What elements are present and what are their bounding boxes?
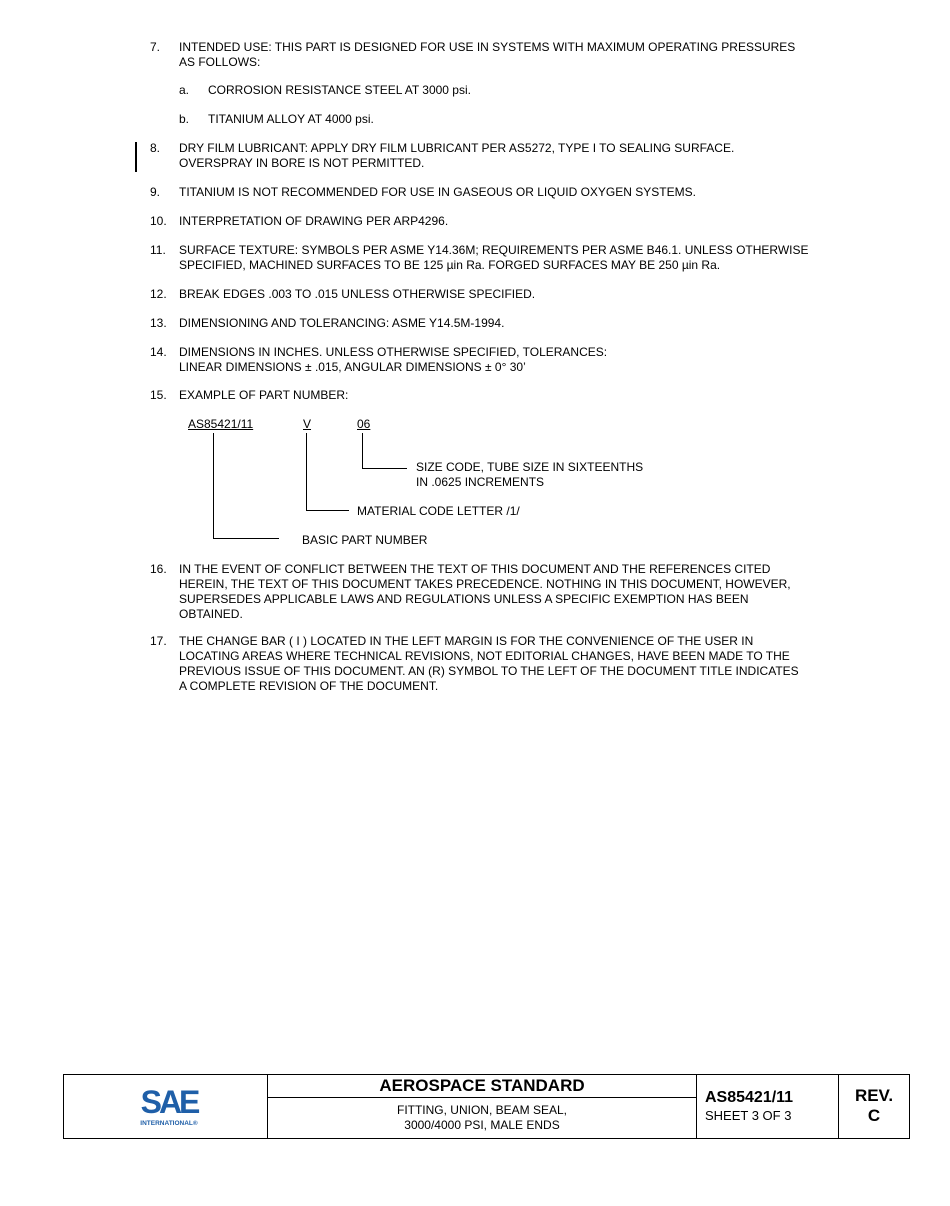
note-number: 7.: [150, 40, 161, 54]
note-line: DRY FILM LUBRICANT: APPLY DRY FILM LUBRICANT PER AS5272, TYPE I TO SEALING SURFACE.: [179, 141, 735, 155]
sheet-number: SHEET 3 OF 3: [705, 1108, 792, 1123]
note-line: TITANIUM IS NOT RECOMMENDED FOR USE IN GASEOUS OR LIQUID OXYGEN SYSTEMS.: [179, 185, 696, 199]
sae-logo-text: SAE: [140, 1085, 198, 1120]
note-line: HEREIN, THE TEXT OF THIS DOCUMENT TAKES PRECEDENCE. NOTHING IN THIS DOCUMENT, HOWEVER,: [179, 577, 791, 591]
note-line: OBTAINED.: [179, 607, 243, 621]
document-number-cell: [697, 1075, 839, 1138]
note-line: INTERPRETATION OF DRAWING PER ARP4296.: [179, 214, 449, 228]
note-number: 14.: [150, 345, 167, 359]
note-number: 11.: [150, 243, 166, 257]
document-title: AEROSPACE STANDARD: [268, 1075, 696, 1098]
note-number: 13.: [150, 316, 167, 330]
note-number: b.: [179, 112, 190, 126]
part-number-basic: AS85421/11: [188, 417, 254, 431]
revision-value: C: [867, 1106, 881, 1125]
note-number: 9.: [150, 185, 161, 199]
document-number: AS85421/11: [705, 1089, 794, 1106]
note-line: A COMPLETE REVISION OF THE DOCUMENT.: [179, 679, 439, 693]
basic-leader-vertical: [213, 433, 214, 539]
note-number: 12.: [150, 287, 167, 301]
note-line: LOCATING AREAS WHERE TECHNICAL REVISIONS, NOT EDITORIAL CHANGES, HAVE BEEN MADE TO THE: [179, 649, 790, 663]
size-leader-vertical: [362, 433, 363, 469]
basic-leader-horizontal: [213, 538, 279, 539]
material-leader-vertical: [306, 433, 307, 511]
basic-part-number-label: BASIC PART NUMBER: [302, 533, 428, 547]
part-number-size: 06: [357, 417, 371, 431]
note-line: AS FOLLOWS:: [179, 55, 261, 69]
title-cell: [268, 1075, 697, 1138]
note-line: TITANIUM ALLOY AT 4000 psi.: [208, 112, 374, 126]
note-number: 16.: [150, 562, 167, 576]
sae-logo-subtext: INTERNATIONAL®: [140, 1120, 198, 1127]
note-line: CORROSION RESISTANCE STEEL AT 3000 psi.: [208, 83, 471, 97]
note-line: SPECIFIED, MACHINED SURFACES TO BE 125 µin Ra. FORGED SURFACES MAY BE 250 µin Ra.: [179, 258, 721, 272]
note-line: SURFACE TEXTURE: SYMBOLS PER ASME Y14.36M; REQUIREMENTS PER ASME B46.1. UNLESS OTHERWISE: [179, 243, 809, 257]
subtitle-line: FITTING, UNION, BEAM SEAL,: [396, 1103, 568, 1117]
logo-cell: [64, 1075, 268, 1138]
note-line: SUPERSEDES APPLICABLE LAWS AND REGULATIONS UNLESS A SPECIFIC EXEMPTION HAS BEEN: [179, 592, 749, 606]
change-bar: [135, 142, 137, 172]
subtitle-line: 3000/4000 PSI, MALE ENDS: [404, 1118, 560, 1132]
note-line: THE CHANGE BAR ( I ) LOCATED IN THE LEFT MARGIN IS FOR THE CONVENIENCE OF THE USER IN: [179, 634, 754, 648]
material-code-label: MATERIAL CODE LETTER /1/: [357, 504, 520, 518]
note-line: OVERSPRAY IN BORE IS NOT PERMITTED.: [179, 156, 425, 170]
title-block: [63, 1074, 910, 1139]
note-line: EXAMPLE OF PART NUMBER:: [179, 388, 349, 402]
note-line: LINEAR DIMENSIONS ± .015, ANGULAR DIMENSIONS ± 0° 30’: [179, 360, 526, 374]
material-leader-horizontal: [306, 510, 349, 511]
revision: [839, 1086, 909, 1126]
size-code-label: SIZE CODE, TUBE SIZE IN SIXTEENTHS: [416, 460, 644, 474]
part-number-material: V: [303, 417, 312, 431]
note-number: 8.: [150, 141, 161, 155]
note-number: 17.: [150, 634, 167, 648]
note-line: IN THE EVENT OF CONFLICT BETWEEN THE TEXT OF THIS DOCUMENT AND THE REFERENCES CITED: [179, 562, 771, 576]
revision-cell: [839, 1075, 909, 1138]
document-subtitle: [268, 1103, 696, 1133]
note-number: a.: [179, 83, 190, 97]
note-line: DIMENSIONS IN INCHES. UNLESS OTHERWISE SPECIFIED, TOLERANCES:: [179, 345, 608, 359]
note-line: PREVIOUS ISSUE OF THIS DOCUMENT. AN (R) SYMBOL TO THE LEFT OF THE DOCUMENT TITLE INDICATES: [179, 664, 799, 678]
note-line: INTENDED USE: THIS PART IS DESIGNED FOR USE IN SYSTEMS WITH MAXIMUM OPERATING PRESSURES: [179, 40, 796, 54]
size-code-label-2: IN .0625 INCREMENTS: [416, 475, 545, 489]
size-leader-horizontal: [362, 468, 407, 469]
revision-label: REV.: [854, 1086, 894, 1105]
note-number: 10.: [150, 214, 167, 228]
sae-logo: [134, 1085, 204, 1127]
note-line: BREAK EDGES .003 TO .015 UNLESS OTHERWISE SPECIFIED.: [179, 287, 536, 301]
note-number: 15.: [150, 388, 167, 402]
note-line: DIMENSIONING AND TOLERANCING: ASME Y14.5M-1994.: [179, 316, 505, 330]
